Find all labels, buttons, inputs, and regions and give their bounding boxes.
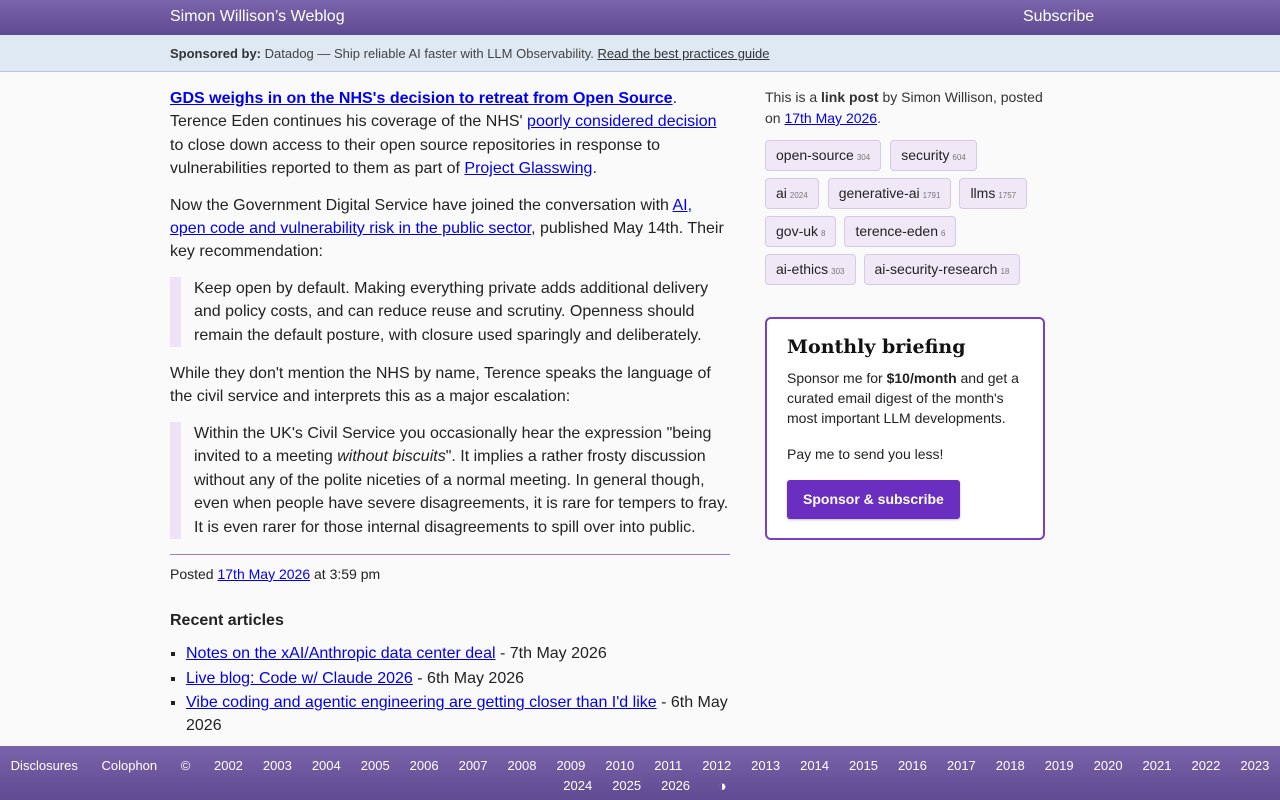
tag-llms[interactable] — [959, 178, 1027, 209]
tag-label: security — [901, 147, 950, 163]
tag-count: 1757 — [998, 191, 1017, 200]
tag-generative-ai[interactable] — [828, 178, 952, 209]
blockquote-2 — [170, 422, 730, 539]
meta-text-b: by Simon Willison, posted on — [765, 89, 1043, 126]
year-link-2024[interactable]: 2024 — [563, 778, 593, 793]
tag-count: 8 — [821, 229, 826, 238]
year-links — [204, 758, 1279, 773]
tag-count: 1791 — [922, 191, 941, 200]
posted-meta — [170, 565, 730, 583]
list-item — [186, 642, 730, 665]
list-item — [186, 691, 730, 737]
year-link-2003[interactable]: 2003 — [262, 758, 292, 773]
recent-article-date: - 6th May 2026 — [186, 694, 728, 735]
year-link-2009[interactable]: 2009 — [556, 758, 586, 773]
year-link-2010[interactable]: 2010 — [605, 758, 635, 773]
briefing-text-a: Sponsor me for — [787, 370, 883, 386]
tag-count: 604 — [952, 153, 966, 162]
year-link-2006[interactable]: 2006 — [409, 758, 439, 773]
tag-label: open-source — [776, 147, 854, 163]
year-link-2020[interactable]: 2020 — [1093, 758, 1123, 773]
year-link-2002[interactable]: 2002 — [213, 758, 243, 773]
subscribe-link[interactable]: Subscribe — [1023, 8, 1095, 25]
tag-label: ai-security-research — [874, 261, 998, 277]
intro-text-a: Terence Eden continues his coverage of the NHS' — [170, 113, 523, 131]
quote-1-text: Keep open by default. Making everything private adds additional delivery and policy costs, and can reduce reuse and scrutiny. Openness should remain the default posture, with closure used sparingly and deliberately. — [194, 279, 709, 344]
tag-label: ai — [776, 185, 787, 201]
year-link-2026[interactable]: 2026 — [661, 778, 691, 793]
sponsor-label: Sponsored by: — [170, 46, 262, 61]
tag-terence-eden[interactable] — [844, 216, 956, 247]
tag-ai[interactable] — [765, 178, 819, 209]
year-link-2004[interactable]: 2004 — [311, 758, 341, 773]
quote-2-part-b: ". It implies a rather frosty discussion without any of the polite niceties of a normal meeting. In general though, even when people have severe disagreements, it is rare for tempers to fray. It is even rarer for those internal disagreements to spill over into public. — [194, 448, 729, 536]
year-links — [553, 778, 700, 793]
quote-2-part-a: Within the UK's Civil Service you occasionally hear the expression "being invited to a meeting — [194, 424, 712, 466]
tag-count: 18 — [1000, 267, 1010, 276]
briefing-title: Monthly briefing — [787, 336, 966, 358]
poorly-considered-decision-link[interactable]: poorly considered decision — [527, 113, 717, 131]
tag-list — [765, 140, 1045, 292]
year-link-2008[interactable]: 2008 — [507, 758, 537, 773]
post-type-meta — [765, 87, 1045, 129]
meta-post-type: link post — [821, 89, 879, 105]
post-paragraph-3: While they don't mention the NHS by name, Terence speaks the language of the civil service and interprets this as a major escalation: — [170, 365, 711, 406]
p2-text-a: Now the Government Digital Service have joined the conversation with — [170, 196, 669, 214]
sponsor-guide-link[interactable]: Read the best practices guide — [597, 46, 770, 61]
year-link-2019[interactable]: 2019 — [1044, 758, 1074, 773]
copyright-symbol: © — [180, 758, 191, 773]
contrast-icon[interactable]: ◑ — [717, 778, 727, 795]
year-link-2012[interactable]: 2012 — [702, 758, 732, 773]
year-link-2017[interactable]: 2017 — [946, 758, 976, 773]
post-title-link[interactable]: GDS weighs in on the NHS's decision to retreat from Open Source — [170, 90, 673, 107]
quote-2-emphasis: without biscuits — [337, 448, 446, 466]
tag-ai-ethics[interactable] — [765, 254, 856, 285]
punctuation: . — [877, 110, 881, 126]
colophon-link[interactable]: Colophon — [101, 758, 158, 773]
tag-count: 304 — [856, 153, 871, 162]
year-link-2011[interactable]: 2011 — [654, 758, 683, 773]
p2-text-b: , published May 14th. Their key recommendation: — [170, 220, 724, 261]
year-link-2025[interactable]: 2025 — [612, 778, 642, 793]
tag-open-source[interactable] — [765, 140, 881, 171]
recent-article-date: - 7th May 2026 — [499, 645, 607, 663]
tag-count: 303 — [831, 267, 845, 276]
meta-text-a: This is a — [765, 89, 818, 105]
tag-count: 2024 — [789, 191, 808, 200]
recent-article-date: - 6th May 2026 — [417, 669, 525, 687]
sponsor-text: Datadog — Ship reliable AI faster with LLM Observability. — [264, 46, 594, 61]
list-item — [186, 667, 730, 690]
tag-label: llms — [970, 185, 996, 201]
posted-time: at 3:59 pm — [314, 565, 381, 582]
recent-articles-list — [170, 642, 730, 737]
post-intro — [170, 87, 730, 181]
punctuation: . — [672, 90, 678, 107]
year-link-2022[interactable]: 2022 — [1191, 758, 1221, 773]
tag-label: gov-uk — [776, 223, 819, 239]
site-header — [0, 0, 1280, 35]
tag-label: generative-ai — [838, 185, 920, 201]
footer-years-row — [0, 778, 1280, 795]
meta-date-link[interactable]: 17th May 2026 — [784, 110, 878, 126]
gds-article-link[interactable]: AI, open code and vulnerability risk in the public sector — [170, 196, 693, 238]
site-title-link[interactable]: Simon Willison’s Weblog — [170, 8, 345, 25]
quote-2-text — [194, 422, 730, 539]
divider — [170, 554, 730, 555]
disclosures-link[interactable]: Disclosures — [10, 758, 78, 773]
posted-prefix: Posted — [170, 565, 214, 582]
sponsor-banner — [0, 35, 1280, 72]
year-link-2015[interactable]: 2015 — [849, 758, 878, 773]
year-link-2005[interactable]: 2005 — [360, 758, 390, 773]
tag-label: ai-ethics — [776, 261, 829, 277]
year-link-2018[interactable]: 2018 — [995, 758, 1025, 773]
monthly-briefing-box — [765, 317, 1045, 540]
posted-date-link[interactable]: 17th May 2026 — [217, 565, 311, 582]
tag-label: terence-eden — [855, 223, 938, 239]
recent-article-link[interactable]: Live blog: Code w/ Claude 2026 — [186, 669, 413, 687]
footer-links-row — [0, 758, 1280, 773]
blockquote-1 — [170, 277, 730, 347]
tag-count: 6 — [941, 229, 946, 238]
main-content — [170, 87, 730, 739]
tag-gov-uk[interactable] — [765, 216, 836, 247]
intro-text-b: to close down access to their open source repositories in response to vulnerabilities reported to them as part of — [170, 136, 661, 178]
sidebar — [765, 87, 1045, 507]
briefing-text-b: and get a curated email digest of the month's most important LLM developments. — [787, 370, 1019, 426]
recent-article-link[interactable]: Vibe coding and agentic engineering are getting closer than I'd like — [186, 694, 657, 712]
year-link-2013[interactable]: 2013 — [751, 758, 781, 773]
year-link-2007[interactable]: 2007 — [458, 758, 488, 773]
year-link-2014[interactable]: 2014 — [800, 758, 830, 773]
tag-ai-security-research[interactable] — [864, 254, 1021, 285]
site-footer — [0, 746, 1280, 800]
post-paragraph-2 — [170, 194, 730, 264]
briefing-description — [787, 368, 1023, 428]
project-glasswing-link[interactable]: Project Glasswing — [464, 160, 593, 178]
punctuation: . — [592, 160, 597, 178]
briefing-price: $10/month — [886, 370, 957, 386]
year-link-2016[interactable]: 2016 — [897, 758, 927, 773]
year-link-2023[interactable]: 2023 — [1240, 758, 1270, 773]
year-link-2021[interactable]: 2021 — [1142, 758, 1172, 773]
tag-security[interactable] — [890, 140, 977, 171]
briefing-tagline: Pay me to send you less! — [787, 446, 944, 462]
sponsor-subscribe-button[interactable]: Sponsor & subscribe — [787, 480, 960, 519]
recent-article-link[interactable]: Notes on the xAI/Anthropic data center deal — [186, 645, 496, 663]
recent-articles-heading: Recent articles — [170, 611, 284, 629]
